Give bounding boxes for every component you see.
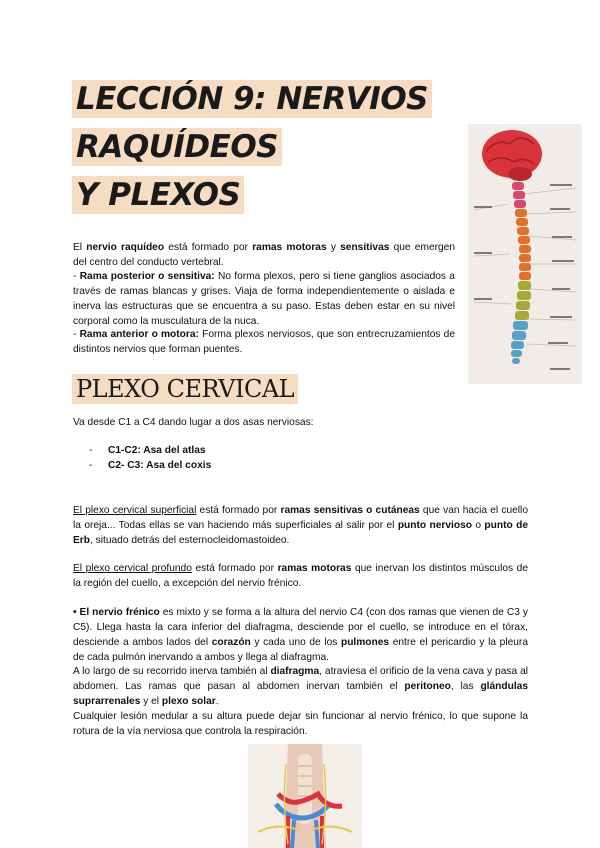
nervous-system-illustration	[468, 124, 582, 384]
frenico-paragraph: • El nervio frénico es mixto y se forma a la altura del nervio C4 (con dos ramas que vienen de C3 y C5). Llega hasta la cara inferior del diafragma, desciende por el cuello, se introduce en el tórax, desciende a ambos lados del corazón y cada uno de los pulmones entre el pericardio y la pleura de cada pulmón inervando a ambos y llega al diafragma.	[73, 607, 528, 663]
intro-paragraph-1: El nervio raquídeo está formado por ramas motoras y sensitivas que emergen del centro del conducto vertebral.	[73, 242, 456, 268]
plexo-range-text: Va desde C1 a C4 dando lugar a dos asas nerviosas:	[73, 417, 314, 428]
intro-paragraph-2: - Rama posterior o sensitiva: No forma plexos, pero si tiene ganglios asociados a través de ramas blancas y grises. Viaja de forma independientemente o aislada e inerva las estructuras que se encuentra a su paso. Estas deben estar en su nivel corporal como la musculatura de la nuca.	[73, 271, 455, 327]
list-item: - C2- C3: Asa del coxis	[73, 458, 211, 473]
title-line-3: Y PLEXOS	[72, 176, 244, 214]
asas-list	[73, 443, 211, 473]
list-item: - C1-C2: Asa del atlas	[73, 443, 211, 458]
lesion-paragraph: Cualquier lesión medular a su altura puede dejar sin funcionar al nervio frénico, lo que supone la rotura de la vía nerviosa que controla la respiración.	[73, 711, 528, 737]
intro-paragraph-3: - Rama anterior o motora: Forma plexos nerviosos, que son entrecruzamientos de distintos nervios que forman puentes.	[73, 329, 456, 355]
recorrido-paragraph: A lo largo de su recorrido inerva también al diafragma, atraviesa el orificio de la vena cava y pasa al abdomen. Las ramas que pasan al abdomen inervan también el peritoneo, las glándulas suprarrenales y el plexo solar.	[73, 666, 529, 707]
title-line-1: LECCIÓN 9: NERVIOS	[72, 80, 432, 118]
section-title: PLEXO CERVICAL	[72, 374, 298, 404]
profundo-paragraph: El plexo cervical profundo está formado por ramas motoras que inervan los distintos músculos de la región del cuello, a excepción del nervio frénico.	[73, 563, 529, 589]
superficial-paragraph: El plexo cervical superficial está formado por ramas sensitivas o cutáneas que van hacia el cuello la oreja... Todas ellas se van haciendo más superficiales al salir por el punto nervioso o punto de Erb, situado detrás del esternocleidomastoideo.	[73, 505, 528, 546]
title-line-2: RAQUÍDEOS	[72, 128, 282, 166]
neck-anatomy-illustration	[248, 744, 362, 848]
